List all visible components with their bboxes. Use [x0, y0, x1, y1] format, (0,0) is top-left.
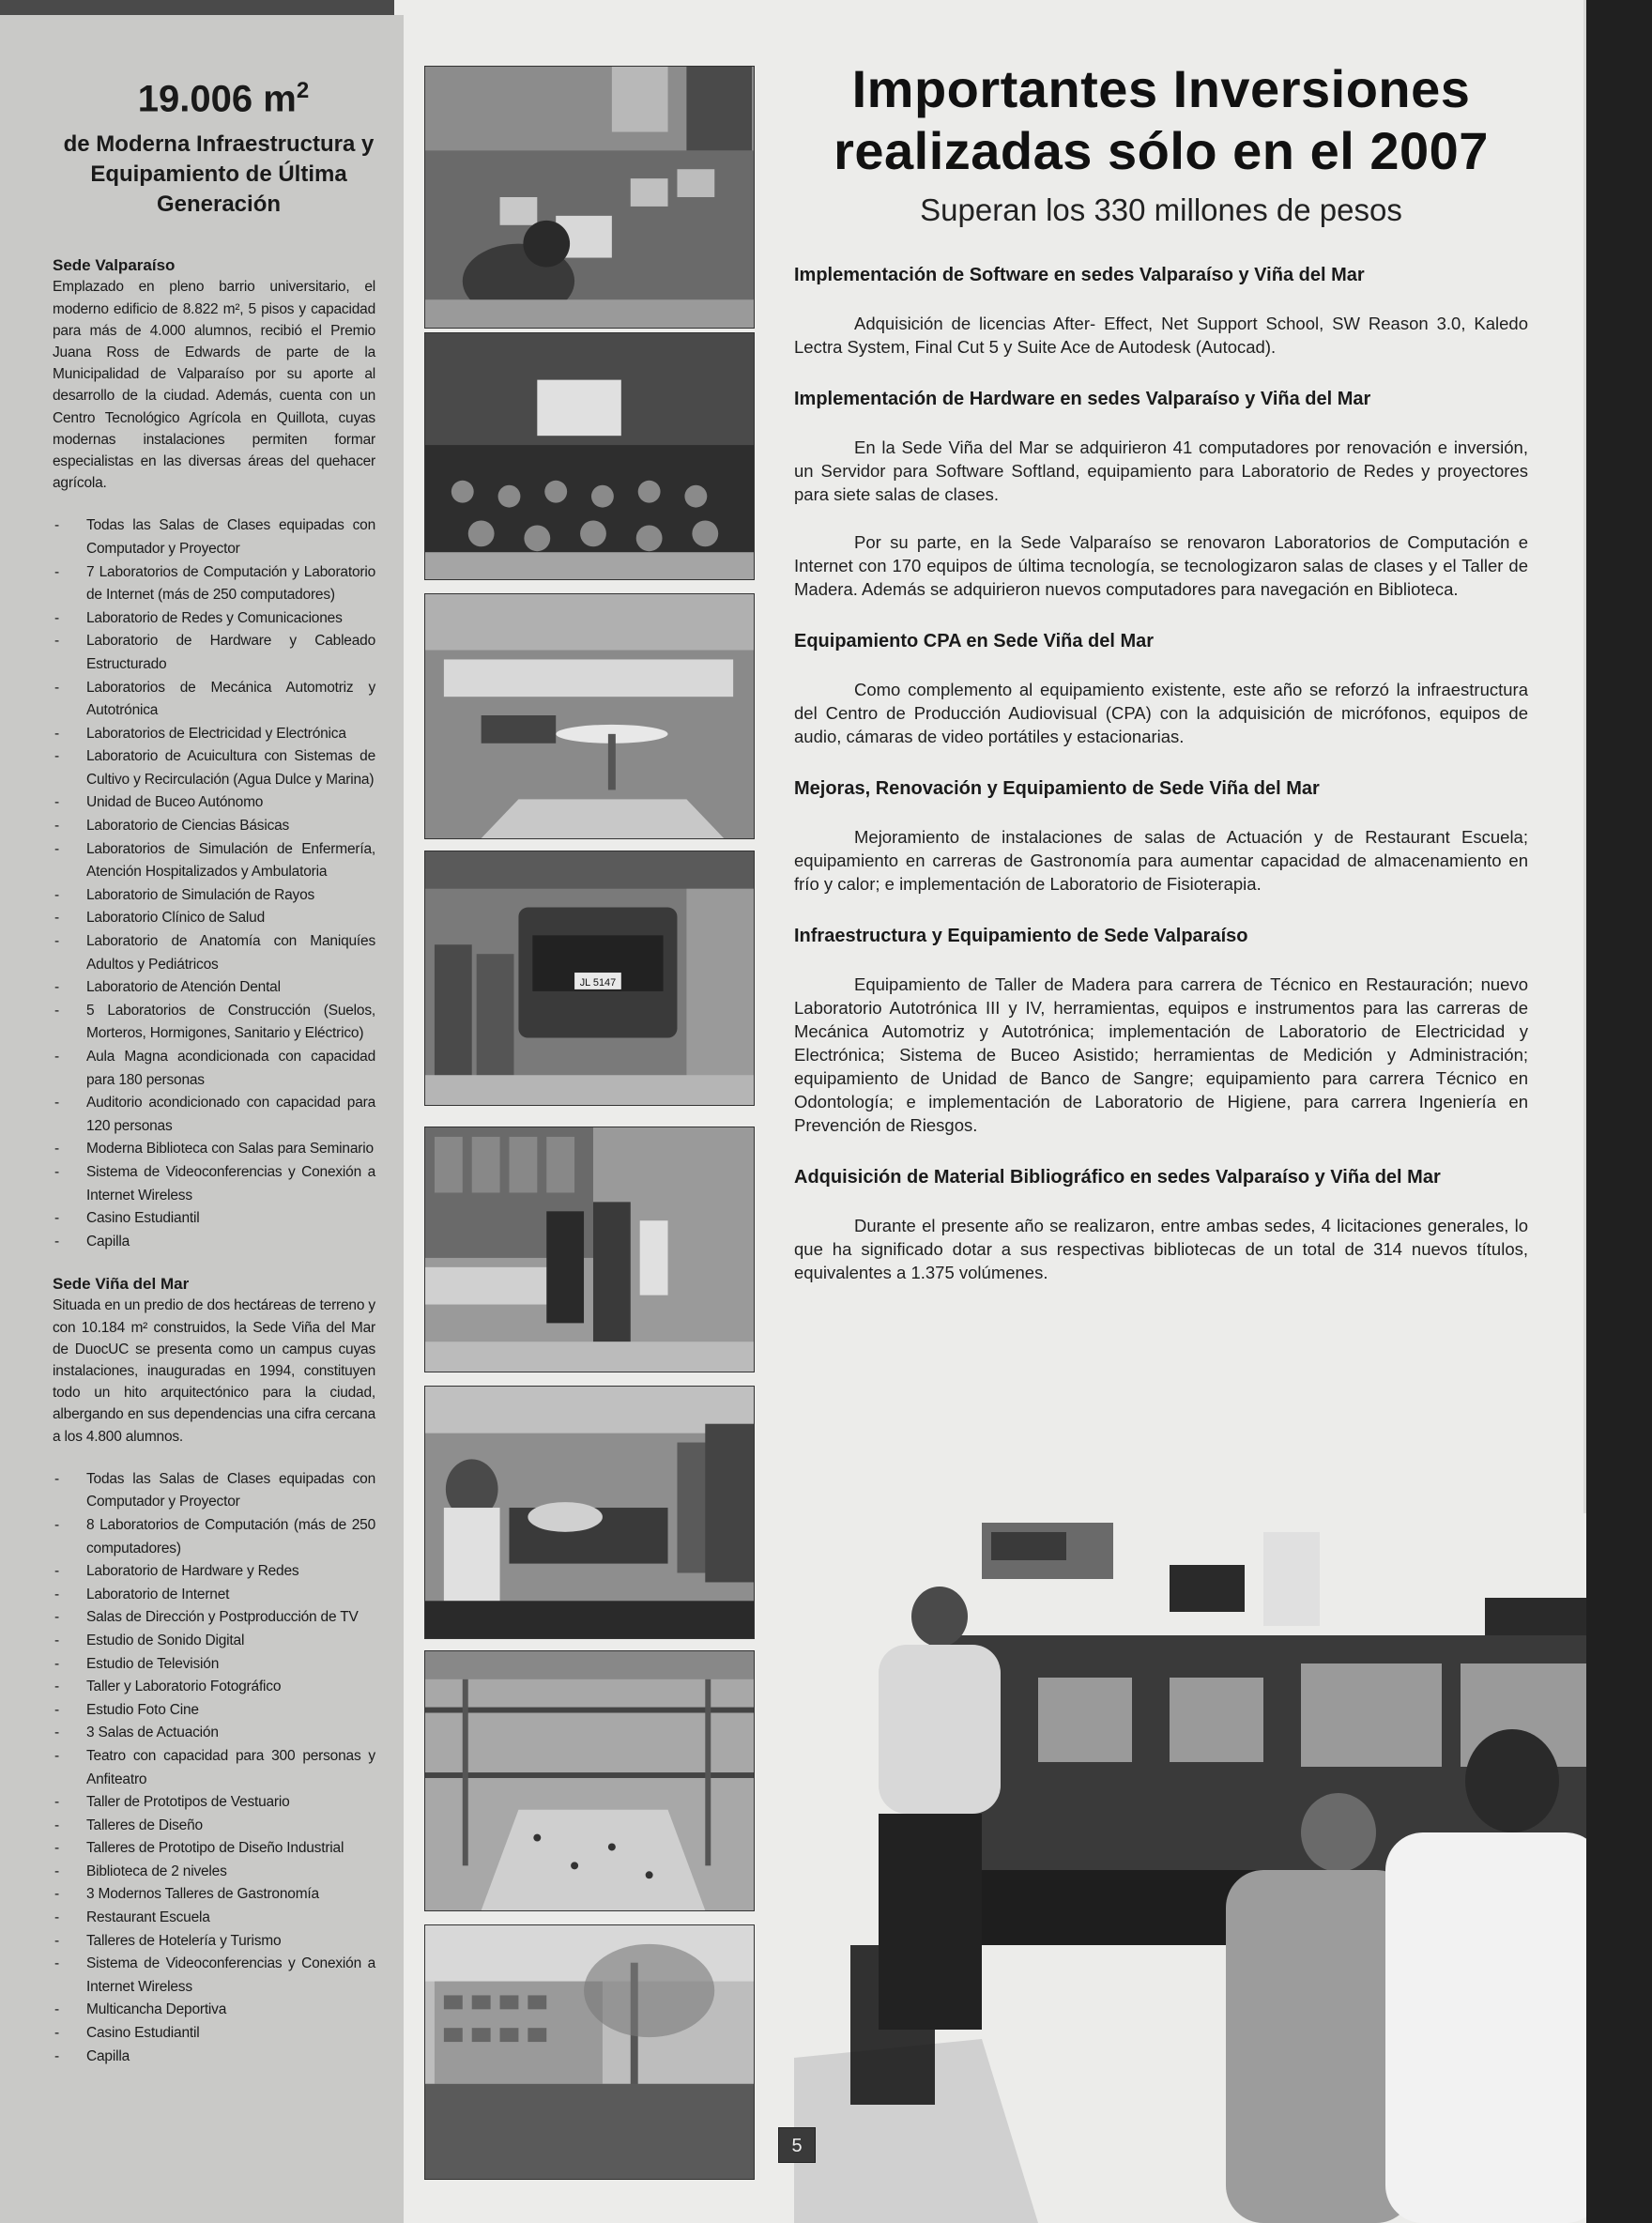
list-item: - 7 Laboratorios de Computación y Laboratorio de Internet (más de 250 computadores) — [53, 561, 375, 607]
list-item: - Estudio Foto Cine — [53, 1699, 375, 1723]
photo-science-lab — [424, 1127, 755, 1372]
top-band — [0, 0, 394, 15]
list-item: - Todas las Salas de Clases equipadas con Computador y Proyector — [53, 514, 375, 560]
license-plate: JL 5147 — [579, 976, 617, 989]
photo-computer-lab — [424, 66, 755, 329]
list-item: - Laboratorio de Atención Dental — [53, 976, 375, 1000]
photo-auditorium — [424, 332, 755, 580]
photo-tv-control-room — [794, 1513, 1603, 2223]
list-item: - Taller y Laboratorio Fotográfico — [53, 1676, 375, 1699]
list-item: - Sistema de Videoconferencias y Conexión a Internet Wireless — [53, 1953, 375, 1999]
list-item: - 3 Modernos Talleres de Gastronomía — [53, 1883, 375, 1907]
photo-atrium — [424, 1650, 755, 1911]
area-number: 19.006 m — [137, 78, 297, 120]
list-item: - Moderna Biblioteca con Salas para Seminario — [53, 1138, 375, 1161]
sidebar — [0, 15, 404, 2223]
section-heading: Equipamiento CPA en Sede Viña del Mar — [794, 631, 1155, 652]
sede-vina-list — [53, 1468, 375, 2068]
title-line-2: realizadas sólo en el 2007 — [834, 121, 1489, 180]
section-heading: Infraestructura y Equipamiento de Sede Valparaíso — [794, 926, 1248, 946]
sede-valparaiso-description: Emplazado en pleno barrio universitario, el moderno edificio de 8.822 m², 5 pisos y capacidad para más de 4.000 alumnos, recibió el Premio Juana Ross de Edwards de parte de la Municipalidad de Valparaíso por su aporte al desarrollo de la ciudad. Además, cuenta con un Centro Tecnológico Agrícola en Quillota, cuyas modernas instalaciones permiten formar especialistas en las diversas áreas del quehacer agrícola. — [53, 279, 375, 492]
page-edge-shadow — [1586, 0, 1652, 2223]
list-item: - Laboratorios de Electricidad y Electrónica — [53, 723, 375, 746]
sede-valparaiso-list — [53, 514, 375, 1253]
list-item: - Laboratorio de Redes y Comunicaciones — [53, 607, 375, 631]
list-item: - Estudio de Televisión — [53, 1653, 375, 1677]
list-item: - Talleres de Diseño — [53, 1815, 375, 1838]
list-item: - Capilla — [53, 1231, 375, 1254]
section-heading: Mejoras, Renovación y Equipamiento de Sede Viña del Mar — [794, 778, 1320, 799]
article-sections — [794, 263, 1528, 1284]
list-item: - Casino Estudiantil — [53, 1207, 375, 1231]
sede-vina-title: Sede Viña del Mar — [53, 1275, 190, 1294]
list-item: - 5 Laboratorios de Construcción (Suelos, Morteros, Hormigones, Sanitario y Eléctrico) — [53, 1000, 375, 1046]
list-item: - Estudio de Sonido Digital — [53, 1630, 375, 1653]
title-line-1: Importantes Inversiones — [851, 59, 1471, 118]
list-item: - Laboratorios de Mecánica Automotriz y Autotrónica — [53, 677, 375, 723]
area-heading — [53, 69, 375, 120]
list-item: - Laboratorio de Simulación de Rayos — [53, 884, 375, 908]
list-item: - Auditorio acondicionado con capacidad para 120 personas — [53, 1092, 375, 1138]
list-item: - Restaurant Escuela — [53, 1907, 375, 1930]
section-paragraph: Mejoramiento de instalaciones de salas de Actuación y de Restaurant Escuela; equipamiento en carreras de Gastronomía para aumentar capacidad de almacenamiento en frío y calor; e implementación de Laboratorio de Fisioterapia. — [794, 827, 1528, 894]
list-item: - Aula Magna acondicionada con capacidad para 180 personas — [53, 1046, 375, 1092]
article-subtitle: Superan los 330 millones de pesos — [920, 192, 1402, 227]
list-item: - Laboratorio de Acuicultura con Sistemas de Cultivo y Recirculación (Agua Dulce y Marina) — [53, 745, 375, 791]
list-item: - Laboratorio de Internet — [53, 1584, 375, 1607]
article — [794, 58, 1528, 1284]
list-item: - Talleres de Hotelería y Turismo — [53, 1930, 375, 1954]
section-paragraph: Como complemento al equipamiento existente, este año se reforzó la infraestructura del Centro de Producción Audiovisual (CPA) con la adquisición de micrófonos, equipos de audio, cámaras de video portátiles y estacionarias. — [794, 680, 1528, 746]
photo-library-room — [424, 593, 755, 839]
section-paragraph: En la Sede Viña del Mar se adquirieron 41 computadores por renovación e inversión, un Servidor para Software Softland, equipamiento para Laboratorio de Redes y proyectores para siete salas de clases. — [794, 437, 1528, 504]
list-item: - 8 Laboratorios de Computación (más de 250 computadores) — [53, 1514, 375, 1560]
list-item: - Casino Estudiantil — [53, 2022, 375, 2046]
area-subtitle: de Moderna Infraestructura y Equipamiento de Última Generación — [63, 131, 375, 218]
list-item: - Laboratorio de Hardware y Cableado Estructurado — [53, 630, 375, 676]
list-item: - Capilla — [53, 2046, 375, 2069]
article-title — [794, 58, 1528, 182]
list-item: - Unidad de Buceo Autónomo — [53, 791, 375, 815]
list-item: - Talleres de Prototipo de Diseño Industrial — [53, 1837, 375, 1861]
list-item: - 3 Salas de Actuación — [53, 1722, 375, 1745]
section-heading: Adquisición de Material Bibliográfico en sedes Valparaíso y Viña del Mar — [794, 1167, 1441, 1188]
section-paragraph: Por su parte, en la Sede Valparaíso se renovaron Laboratorios de Computación e Internet con 170 equipos de última tecnología, se tecnologizaron salas de clases y el Taller de Madera. Además se adquirieron nuevos computadores para navegación en Biblioteca. — [794, 532, 1528, 599]
list-item: - Teatro con capacidad para 300 personas y Anfiteatro — [53, 1745, 375, 1791]
list-item: - Laboratorio de Hardware y Redes — [53, 1560, 375, 1584]
list-item: - Taller de Prototipos de Vestuario — [53, 1791, 375, 1815]
list-item: - Laboratorio de Ciencias Básicas — [53, 815, 375, 838]
list-item: - Multicancha Deportiva — [53, 1999, 375, 2022]
section-paragraph: Adquisición de licencias After- Effect, Net Support School, SW Reason 3.0, Kaledo Lectra System, Final Cut 5 y Suite Ace de Autodesk (Autocad). — [794, 314, 1528, 357]
list-item: - Sistema de Videoconferencias y Conexión a Internet Wireless — [53, 1161, 375, 1207]
list-item: - Laboratorios de Simulación de Enfermería, Atención Hospitalizados y Ambulatoria — [53, 838, 375, 884]
photo-building-exterior — [424, 1924, 755, 2180]
section-paragraph: Equipamiento de Taller de Madera para carrera de Técnico en Restauración; nuevo Laboratorio Autotrónica III y IV, herramientas, equipos e instrumentos para las carreras de Mecánica Automotriz y Autotrónica; implementación de Laboratorio de Electricidad y Electrónica; Sistema de Buceo Asistido; herramientas de Medición y Administración; equipamiento de Unidad de Banco de Sangre; equipamiento para carrera Técnico en Odontología; e implementación de Laboratorio de Higiene, para carrera Ingeniería en Prevención de Riesgos. — [794, 974, 1528, 1135]
photo-auto-workshop — [424, 851, 755, 1106]
sede-valparaiso-title: Sede Valparaíso — [53, 256, 176, 275]
section-heading: Implementación de Hardware en sedes Valparaíso y Viña del Mar — [794, 389, 1371, 409]
list-item: - Biblioteca de 2 niveles — [53, 1861, 375, 1884]
section-paragraph: Durante el presente año se realizaron, entre ambas sedes, 4 licitaciones generales, lo que ha significado dotar a sus respectivas bibliotecas de un total de 314 nuevos títulos, equivalentes a 1.375 volúmenes. — [794, 1216, 1528, 1282]
list-item: - Laboratorio de Anatomía con Maniquíes Adultos y Pediátricos — [53, 930, 375, 976]
sede-vina-description: Situada en un predio de dos hectáreas de terreno y con 10.184 m² construidos, la Sede Viña del Mar de DuocUC se presenta como un campus cuyas instalaciones, inauguradas en 1994, constituyen todo un hito arquitectónico para la ciudad, albergando en sus dependencias una cifra cercana a los 4.800 alumnos. — [53, 1297, 375, 1445]
page-number: 5 — [778, 2127, 816, 2163]
list-item: - Salas de Dirección y Postproducción de TV — [53, 1606, 375, 1630]
area-superscript: 2 — [296, 78, 310, 103]
section-heading: Implementación de Software en sedes Valparaíso y Viña del Mar — [794, 265, 1365, 285]
list-item: - Todas las Salas de Clases equipadas con Computador y Proyector — [53, 1468, 375, 1514]
photo-kitchen-class — [424, 1386, 755, 1639]
list-item: - Laboratorio Clínico de Salud — [53, 907, 375, 930]
